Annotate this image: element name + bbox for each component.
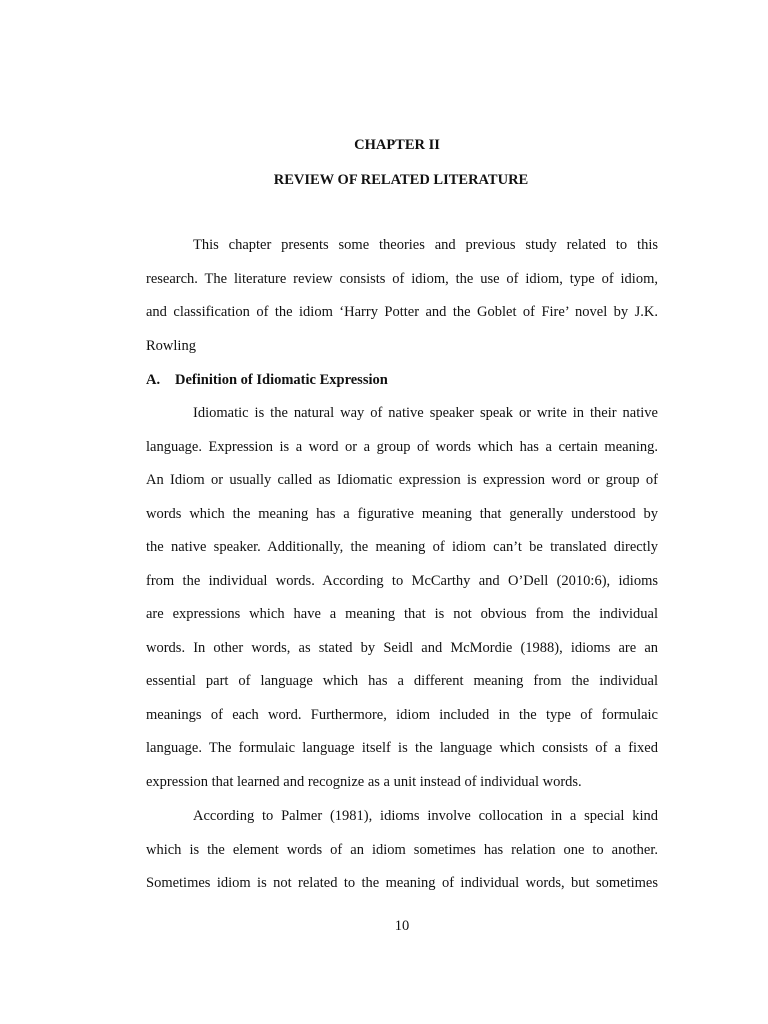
paragraph-line: words. In other words, as stated by Seidl and McMordie (1988), idioms are an <box>146 639 658 656</box>
intro-line: Rowling <box>146 337 196 354</box>
paragraph-line: words which the meaning has a figurative meaning that generally understood by <box>146 505 658 522</box>
paragraph-line: which is the element words of an idiom sometimes has relation one to another. <box>146 841 658 858</box>
section-title: Definition of Idiomatic Expression <box>175 372 388 388</box>
intro-line: and classification of the idiom ‘Harry Potter and the Goblet of Fire’ novel by J.K. <box>146 304 658 320</box>
intro-line: This chapter presents some theories and previous study related to this <box>193 237 658 253</box>
page-number: 10 <box>394 918 410 934</box>
paragraph-line: expression that learned and recognize as a unit instead of individual words. <box>146 773 582 790</box>
paragraph-line: language. Expression is a word or a group of words which has a certain meaning. <box>146 438 658 455</box>
paragraph-line: Sometimes idiom is not related to the meaning of individual words, but sometimes <box>146 875 658 891</box>
section-a-paragraph-2 <box>146 800 658 901</box>
paragraph-line: language. The formulaic language itself is the language which consists of a fixed <box>146 740 658 756</box>
paragraph-line: from the individual words. According to McCarthy and O’Dell (2010:6), idioms <box>146 572 658 589</box>
paragraph-line: essential part of language which has a different meaning from the individual <box>146 673 658 689</box>
section-letter: A. <box>146 372 161 388</box>
section-a-paragraph-1 <box>146 397 658 799</box>
paragraph-line: are expressions which have a meaning that is not obvious from the individual <box>146 606 658 622</box>
paragraph-line: An Idiom or usually called as Idiomatic expression is expression word or group of <box>146 472 658 488</box>
section-heading <box>146 364 658 398</box>
paragraph-line: Idiomatic is the natural way of native speaker speak or write in their native <box>193 405 658 421</box>
paragraph-line: meanings of each word. Furthermore, idiom included in the type of formulaic <box>146 706 658 723</box>
chapter-number: CHAPTER II <box>354 137 440 153</box>
paragraph-line: According to Palmer (1981), idioms involve collocation in a special kind <box>193 808 658 824</box>
paragraph-line: the native speaker. Additionally, the meaning of idiom can’t be translated directly <box>146 539 658 555</box>
chapter-title: REVIEW OF RELATED LITERATURE <box>273 172 529 188</box>
intro-paragraph <box>146 229 658 363</box>
intro-line: research. The literature review consists of idiom, the use of idiom, type of idiom, <box>146 270 658 287</box>
